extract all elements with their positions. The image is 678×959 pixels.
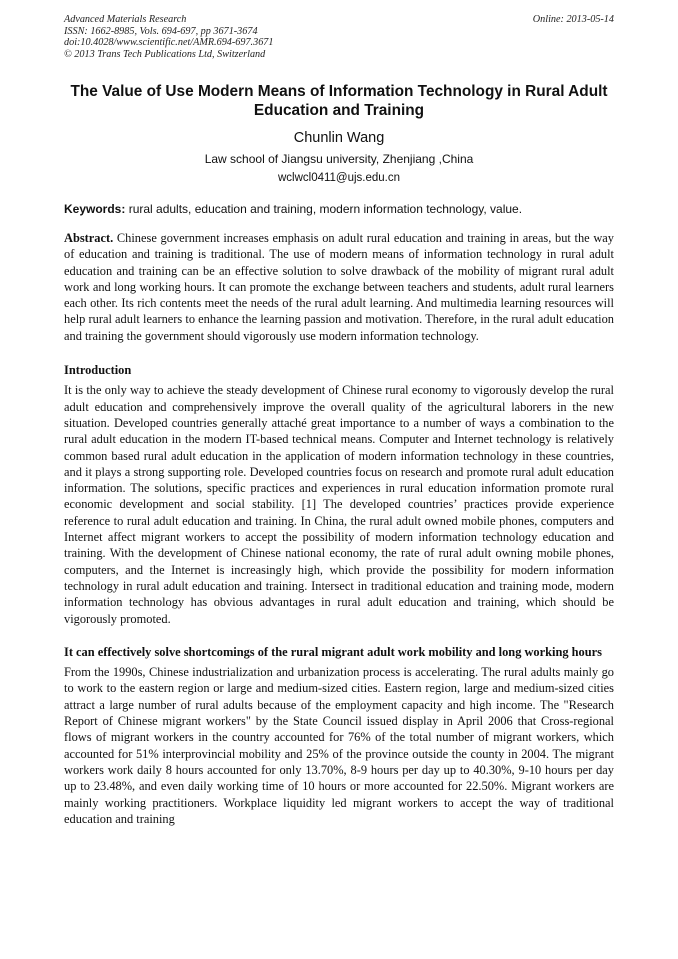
- journal-name: Advanced Materials Research: [64, 14, 187, 25]
- keywords: [64, 202, 614, 216]
- abstract: [64, 230, 614, 344]
- journal-header: [64, 14, 614, 60]
- keywords-label: Keywords:: [64, 202, 126, 216]
- paper-page: [64, 14, 614, 827]
- affiliation: Law school of Jiangsu university, Zhenjiang ,China: [204, 152, 474, 166]
- section-heading-introduction: Introduction: [64, 363, 132, 378]
- section-heading-mobility: It can effectively solve shortcomings of the rural migrant adult work mobility and long working hours: [64, 644, 602, 659]
- issn-line: ISSN: 1662-8985, Vols. 694-697, pp 3671-3674: [64, 25, 258, 37]
- abstract-text: Chinese government increases emphasis on adult rural education and training in areas, but the way of education and training is traditional. The use of modern means of information technology in rural adult education and training can be an effective solution to solve drawback of the mobility of migrant rural adult work and long working hours. It can promote the exchange between teachers and students, adult rural learners each other. Its rich contents meet the needs of the rural adult learning. And multimedia learning resources will help rural adult learners to enhance the learning passion and motivation. Therefore, in the rural adult education and training the government should vigorously use modern information technology.: [64, 231, 614, 343]
- paper-title: The Value of Use Modern Means of Information Technology in Rural Adult Education and Training: [70, 83, 608, 119]
- keywords-text: rural adults, education and training, modern information technology, value.: [125, 202, 523, 216]
- abstract-label: Abstract.: [64, 231, 114, 245]
- author-name: Chunlin Wang: [293, 130, 385, 146]
- mobility-section-text: From the 1990s, Chinese industrialization and urbanization process is accelerating. The rural adults mainly go to work to the eastern region or large and medium-sized cities. Eastern region, large and medium-sized cities attract a large number of rural adults because of the employment capacity and high income. The "Research Report of Chinese migrant workers" by the State Council issued display in April 2006 that Cross-regional flows of migrant workers in the country accounted for 76% of the total number of migrant workers, which accounted for 51% interprovincial mobility and 25% of the province outside the county in 2004. The migrant workers work daily 8 hours accounted for only 13.70%, 8-9 hours per day up to 40.30%, 9-10 hours per day up to 23.48%, and even daily working time of 10 hours or more accounted for 22.50%. Migrant workers are mainly working practitioners. Workplace liquidity led migrant workers to accept the way of traditional education and training: [64, 665, 614, 826]
- author-email: wclwcl0411@ujs.edu.cn: [277, 172, 401, 184]
- doi-line: doi:10.4028/www.scientific.net/AMR.694-697.3671: [64, 37, 274, 48]
- online-date: Online: 2013-05-14: [532, 14, 614, 25]
- copyright-line: © 2013 Trans Tech Publications Ltd, Switzerland: [64, 48, 266, 60]
- introduction-text: It is the only way to achieve the steady development of Chinese rural economy to vigorously develop the rural adult education and comprehensively improve the overall quality of the agricultural laborers in the new situation. Developed countries generally attaché great importance to a number of ways a combination to the rural adult education in the modern IT-based technical means. Computer and Internet technology is relatively common based rural adult education in the application of modern information technology in these countries, and it plays a strong supporting role. Developed countries focus on research and promote rural adult education information. The solutions, specific practices and experiences in rural education information promote rural economic development and social stability. [1] The developed countries’ practices provide experience reference to rural adult education and training. In China, the rural adult owned mobile phones, computers and Internet affect migrant workers to accept the possibility of modern information technology education and training. With the development of Chinese national economy, the rate of rural adult owning mobile phones, computers, and the Internet is increasingly high, which provide the possibility for modern information technology in rural adult education and training. Intersect in traditional education and training mode, modern information technology has obvious advantages in rural adult education and training, which should be vigorously promoted.: [64, 383, 614, 626]
